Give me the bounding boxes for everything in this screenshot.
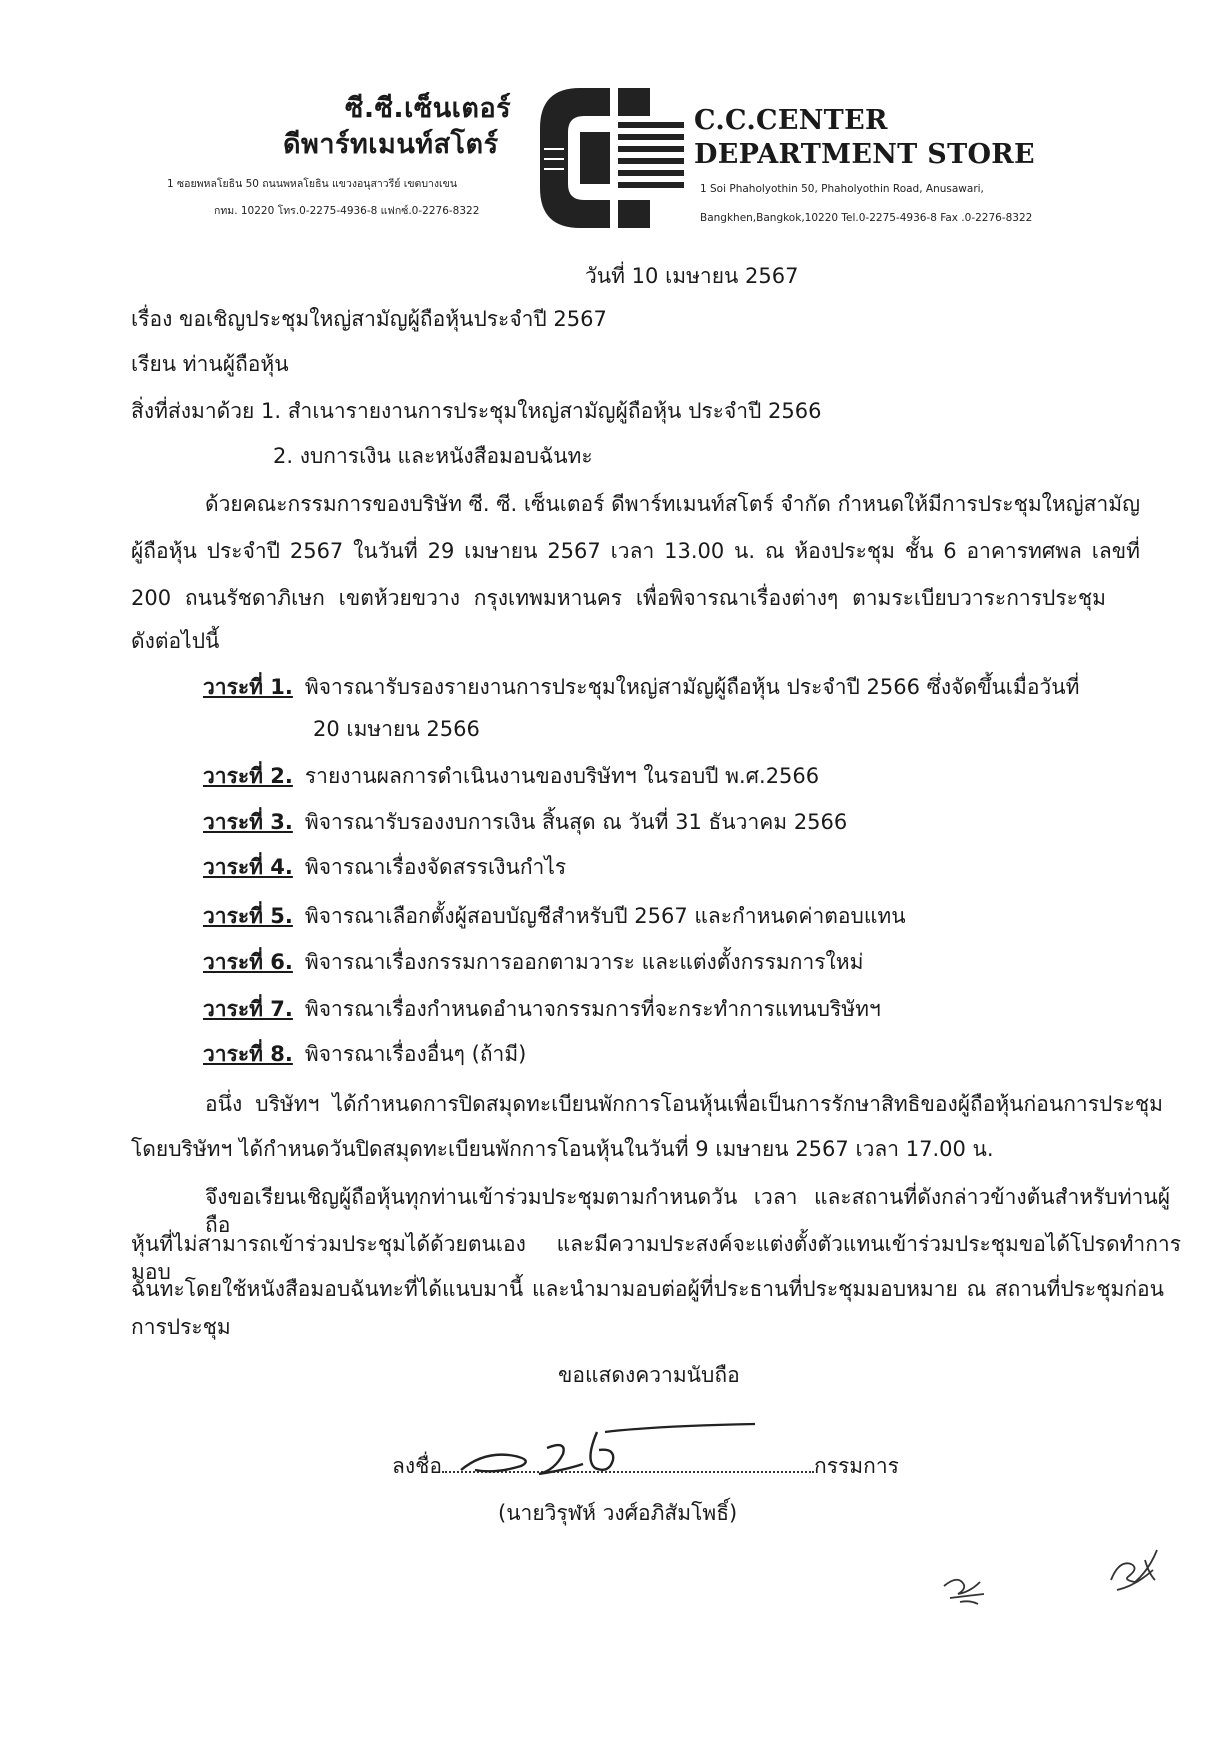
- intro-paragraph-line2: ผู้ถือหุ้น ประจำปี 2567 ในวันที่ 29 เมษายน 2567 เวลา 13.00 น. ณ ห้องประชุม ชั้น 6 อาคารทศพล เลขที่: [131, 539, 1140, 563]
- invite-paragraph-line4: การประชุม: [131, 1315, 231, 1339]
- agenda-text: พิจารณารับรองรายงานการประชุมใหญ่สามัญผู้ถือหุ้น ประจำปี 2566 ซึ่งจัดขึ้นเมื่อวันที่: [304, 675, 1080, 699]
- letter-subject: เรื่อง ขอเชิญประชุมใหญ่สามัญผู้ถือหุ้นประจำปี 2567: [131, 307, 607, 331]
- agenda-text: พิจารณาเลือกตั้งผู้สอบบัญชีสำหรับปี 2567 และกำหนดค่าตอบแทน: [304, 904, 906, 928]
- sign-suffix: กรรมการ: [814, 1454, 899, 1478]
- agenda-item-4: [203, 853, 566, 881]
- company-name-thai-line2: ดีพาร์ทเมนท์สโตร์: [283, 129, 499, 160]
- enclosure-item-1: สิ่งที่ส่งมาด้วย 1. สำเนารายงานการประชุมใหญ่สามัญผู้ถือหุ้น ประจำปี 2566: [131, 399, 822, 423]
- agenda-label: วาระที่ 8.: [203, 1042, 293, 1066]
- letter-recipient: เรียน ท่านผู้ถือหุ้น: [131, 352, 289, 376]
- intro-paragraph-line4: ดังต่อไปนี้: [131, 629, 220, 653]
- agenda-label: วาระที่ 6.: [203, 950, 293, 974]
- letter-date: วันที่ 10 เมษายน 2567: [585, 264, 799, 288]
- agenda-text: พิจารณาเรื่องกำหนดอำนาจกรรมการที่จะกระทำการแทนบริษัทฯ: [304, 997, 881, 1021]
- agenda-label: วาระที่ 4.: [203, 855, 293, 879]
- intro-paragraph-line1: ด้วยคณะกรรมการของบริษัท ซี. ซี. เซ็นเตอร์ ดีพาร์ทเมนท์สโตร์ จำกัด กำหนดให้มีการประชุมใหญ่สามัญ: [205, 492, 1140, 516]
- enclosure-item-2: 2. งบการเงิน และหนังสือมอบฉันทะ: [273, 444, 593, 468]
- agenda-label: วาระที่ 3.: [203, 810, 293, 834]
- company-name-thai-line1: ซี.ซี.เซ็นเตอร์: [345, 93, 512, 124]
- agenda-label: วาระที่ 1.: [203, 675, 293, 699]
- initials-mark-right: [1105, 1540, 1165, 1600]
- company-address-english-line1: 1 Soi Phaholyothin 50, Phaholyothin Road, Anusawari,: [700, 183, 984, 195]
- agenda-label: วาระที่ 2.: [203, 764, 293, 788]
- agenda-label: วาระที่ 5.: [203, 904, 293, 928]
- initials-mark-left: [940, 1568, 990, 1608]
- agenda-text: พิจารณาเรื่องกรรมการออกตามวาระ และแต่งตั้งกรรมการใหม่: [304, 950, 864, 974]
- agenda-text: พิจารณาเรื่องอื่นๆ (ถ้ามี): [304, 1042, 527, 1066]
- agenda-item-1: [203, 673, 1079, 701]
- invite-paragraph-line3: ฉันทะโดยใช้หนังสือมอบฉันทะที่ได้แนบมานี้ และนำมามอบต่อผู้ที่ประธานที่ประชุมมอบหมาย ณ สถานที่ประชุมก่อน: [131, 1277, 1164, 1301]
- cc-logo-icon: [540, 88, 688, 228]
- agenda-item-3: [203, 808, 847, 836]
- agenda-text: รายงานผลการดำเนินงานของบริษัทฯ ในรอบปี พ.ศ.2566: [304, 764, 820, 788]
- agenda-item-6: [203, 948, 863, 976]
- company-name-english-line1: C.C.CENTER: [694, 105, 888, 136]
- agenda-label: วาระที่ 7.: [203, 997, 293, 1021]
- closure-paragraph-line2: โดยบริษัทฯ ได้กำหนดวันปิดสมุดทะเบียนพักการโอนหุ้นในวันที่ 9 เมษายน 2567 เวลา 17.00 น.: [131, 1137, 994, 1161]
- agenda-item-8: [203, 1040, 526, 1068]
- intro-paragraph-line3: 200 ถนนรัชดาภิเษก เขตห้วยขวาง กรุงเทพมหานคร เพื่อพิจารณาเรื่องต่างๆ ตามระเบียบวาระการประชุม: [131, 586, 1106, 610]
- agenda-item-7: [203, 995, 881, 1023]
- closure-paragraph-line1: อนึ่ง บริษัทฯ ได้กำหนดการปิดสมุดทะเบียนพักการโอนหุ้นเพื่อเป็นการรักษาสิทธิของผู้ถือหุ้นก่อนการประชุม: [205, 1092, 1163, 1116]
- signer-name: (นายวิรุฬห์ วงศ์อภิสัมโพธิ์): [498, 1501, 738, 1525]
- invite-paragraph-line2: หุ้นที่ไม่สามารถเข้าร่วมประชุมได้ด้วยตนเอง และมีความประสงค์จะแต่งตั้งตัวแทนเข้าร่วมประชุมขอได้โปรดทำการมอบ: [131, 1232, 1181, 1284]
- company-name-english-line2: DEPARTMENT STORE: [694, 139, 1035, 170]
- agenda-text: พิจารณารับรองงบการเงิน สิ้นสุด ณ วันที่ 31 ธันวาคม 2566: [304, 810, 848, 834]
- company-address-thai-line1: 1 ซอยพหลโยธิน 50 ถนนพหลโยธิน แขวงอนุสาวรีย์ เขตบางเขน: [167, 178, 458, 190]
- agenda-item-1-continuation: 20 เมษายน 2566: [313, 717, 480, 741]
- invite-paragraph-line1: จึงขอเรียนเชิญผู้ถือหุ้นทุกท่านเข้าร่วมประชุมตามกำหนดวัน เวลา และสถานที่ดังกล่าวข้างต้นสำหรับท่านผู้ถือ: [205, 1185, 1170, 1237]
- sign-prefix: ลงชื่อ: [392, 1454, 442, 1478]
- closing-regards: ขอแสดงความนับถือ: [558, 1363, 740, 1387]
- company-address-english-line2: Bangkhen,Bangkok,10220 Tel.0-2275-4936-8 Fax .0-2276-8322: [700, 212, 1033, 224]
- company-address-thai-line2: กทม. 10220 โทร.0-2275-4936-8 แฟกซ์.0-2276-8322: [214, 205, 480, 217]
- agenda-item-2: [203, 762, 819, 790]
- agenda-item-5: [203, 902, 906, 930]
- handwritten-signature: [455, 1420, 775, 1490]
- agenda-text: พิจารณาเรื่องจัดสรรเงินกำไร: [304, 855, 567, 879]
